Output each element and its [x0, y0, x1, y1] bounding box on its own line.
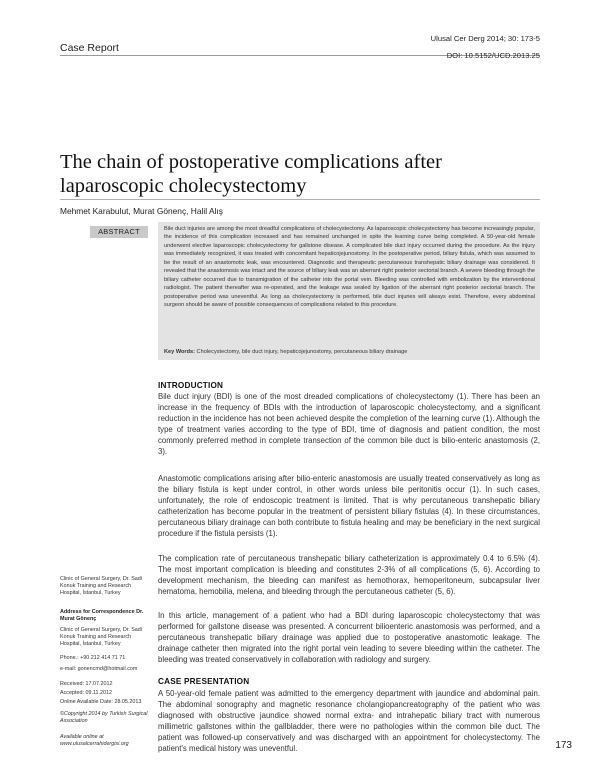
keywords [164, 348, 535, 356]
intro-paragraph-4: In this article, management of a patient who had a BDI during laparoscopic cholecystectomy that was performed for gallstone disease was presented. A concurrent bilioenteric anastomosis was performed, and a percutaneous transhepatic biliary drainage was applied due to postoperative anastomotic leakage. The drainage catheter then migrated into the right portal vein leading to severe bleeding within the catheter. The bleeding was treated conservatively in collaboration with radiology and surgery. [158, 611, 540, 664]
affiliation: Clinic of General Surgery, Dr. Sadi Konuk Training and Research Hospital, İstanbul, Turkey [60, 576, 142, 597]
journal-citation: Ulusal Cer Derg 2014; 30: 173-5 [430, 34, 540, 43]
phone: Phone.: +90 212 414 71 71 [60, 655, 126, 661]
correspondence-address: Clinic of General Surgery, Dr. Sadi Konuk Training and Research Hospital, İstanbul, Turkey [60, 627, 142, 648]
case-paragraph-1: A 50-year-old female patient was admitted to the emergency department with jaundice and abdominal pain. The abdominal sonography and magnetic resonance cholangiopancreatography of the patient who was diagnosed with obstructive jaundice showed normal extra- and intrahepatic biliary tract with numerous millimetric gallstones within the gallbladder, there were no pathologies within the common bile duct. The patient was followed-up conservatively and was discharged with an appointment for cholecystectomy. The patient's medical history was uneventful. [158, 689, 540, 753]
doi-link[interactable]: DOI: 10.5152/UCD.2013.25 [446, 51, 540, 60]
introduction-heading: INTRODUCTION [158, 381, 224, 390]
intro-paragraph-1: Bile duct injury (BDI) is one of the most dreaded complications of cholecystectomy (1). There has been an increase in the frequency of BDIs with the introduction of laparoscopic cholecystectomy, and a significant reduction in the incidence has not been achieved despite the completion of the learning curve (1). Although the type of treatment varies according to the type of BDI, time of diagnosis and patient condition, the most commonly preferred method in complete transection of the common bile duct is bilio-enteric anastomosis (2, 3). [158, 392, 540, 456]
correspondence-heading [60, 609, 152, 623]
article-title: The chain of postoperative complications after laparoscopic cholecystectomy [60, 151, 442, 197]
author-list: Mehmet Karabulut, Murat Gönenç, Halil Alış [60, 206, 223, 216]
page-number: 173 [555, 740, 572, 751]
available-online-link[interactable]: Available online at www.ulusalcerrahidergisi.org [60, 734, 129, 748]
keywords-label: Key Words: [164, 349, 195, 355]
copyright: ©Copyright 2014 by Turkish Surgical Association [60, 711, 148, 725]
intro-paragraph-2: Anastomotic complications arising after bilio-enteric anastomosis are usually treated conservatively as long as the biliary fistula is kept under control, in other words unless bile peritonitis occur (1). In such cases, unfortunately, the role of endoscopic treatment is limited. That is why percutaneous transhepatic biliary catheterization has become popular in the treatment of persistent biliary fistulas (4). In these circumstances, percutaneous biliary drainage can both contribute to fistula healing and may be beneficiary in the next surgical procedure if the fistula persists (1). [158, 474, 540, 538]
title-divider [60, 199, 540, 200]
correspondence-title: Address for Correspondence Dr. Murat Gönenç [60, 609, 144, 623]
section-label: Case Report [60, 42, 119, 54]
abstract-text: Bile duct injuries are among the most dreadful complications of cholecystectomy. As laparoscopic cholecystectomy has become increasingly popular, the incidence of this complication increased and has remained unchanged in spite the learning curve being completed. A 50-year-old female underwent elective laparoscopic cholecystectomy for gallstone disease. A complicated bile duct injury occurred during the procedure. As the injury was immediately recognized, it was treated with concomitant hepaticojejunostomy. In the postoperative period, biliary fistula, which was assumed to be the result of an anastomotic leak, was encountered. Diagnostic and therapeutic percutaneous transhepatic biliary drainage was considered. It revealed that the anastomosis was intact and the source of biliary leak was an aberrant right posterior sectorial branch. A severe bleeding through the biliary catheter occurred due to transmigration of the catheter into the portal vein. Bleeding was controlled with embolization by the interventional radiologist. The patient thereafter was re-operated, and the leakage was sealed by ligation of the aberrant right posterior sectorial branch. The postoperative period was uneventful. As long as cholecystectomy is performed, bile duct injuries will always exist. Therefore, every abdominal surgeon should be aware of possible consequences of complications related to this procedure. [164, 226, 535, 309]
keywords-list: Cholecystectomy, bile duct injury, hepaticojejunostomy, percutaneous biliary drainage [196, 349, 408, 355]
online-date: Online Available Date: 28.05.2013 [60, 699, 142, 705]
accepted-date: Accepted: 09.11.2012 [60, 690, 113, 696]
intro-paragraph-3: The complication rate of percutaneous transhepatic biliary catheterization is approximately 0.4 to 6.5% (4). The most important complication is bleeding and constitutes 2-3% of all complications (5, 6). According to development mechanism, the bleeding can manifest as hemothorax, hemoperitoneum, subcapsular liver hematoma, hemobilia, melena, and bleeding through the percutaneous catheter (5, 6). [158, 554, 540, 596]
abstract-label: ABSTRACT [90, 226, 148, 238]
email-link[interactable]: e-mail: gonencmd@hotmail.com [60, 666, 138, 672]
received-date: Received: 17.07.2012 [60, 681, 113, 687]
case-heading: CASE PRESENTATION [158, 677, 250, 686]
